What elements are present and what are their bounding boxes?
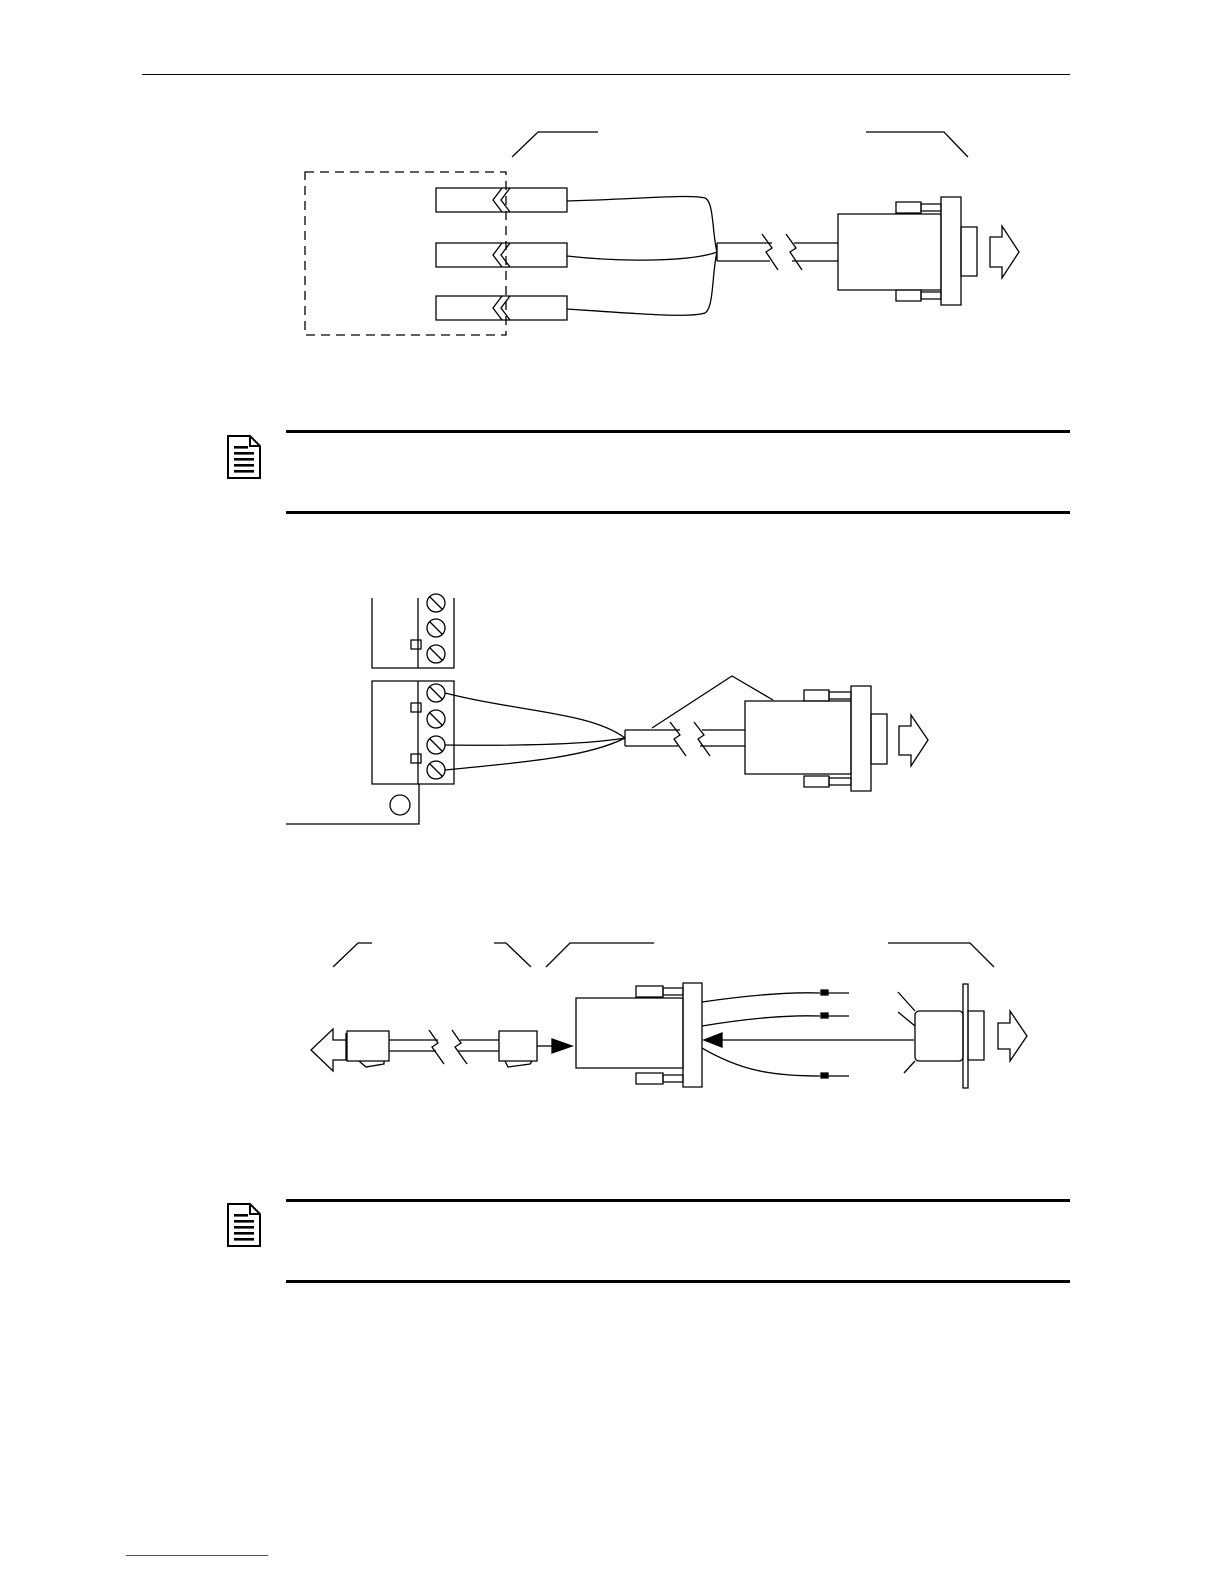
fig3-cable-break-2 (452, 1030, 467, 1064)
note-document-icon (226, 1202, 262, 1248)
fig3-leader-2 (494, 943, 531, 967)
fig3-modular-plug-left (347, 1031, 389, 1067)
footer-link-underline[interactable] (126, 1555, 268, 1556)
fig3-leader-4 (888, 943, 994, 967)
fig3-arrow-right (998, 1011, 1027, 1061)
fig3-modular-plug-right (499, 1031, 537, 1067)
fig3-db9-adapter (576, 983, 702, 1087)
fig3-leader-1 (333, 943, 372, 967)
fig3-arrow-left (311, 1029, 346, 1071)
note-2-top-rule (286, 1199, 1070, 1202)
fig3-wire-1 (702, 993, 820, 1002)
fig3-leader-3 (546, 943, 654, 967)
fig3-wire-3 (702, 1048, 820, 1076)
fig3-arrow-into-adapter-right (704, 1033, 722, 1047)
fig3-arrow-into-adapter (552, 1039, 572, 1053)
fig3-wire-2 (702, 1016, 820, 1026)
fig3-cable-break-1 (429, 1030, 444, 1064)
note-2-bottom-rule (286, 1280, 1070, 1283)
fig3-panel-connector (898, 984, 1027, 1088)
